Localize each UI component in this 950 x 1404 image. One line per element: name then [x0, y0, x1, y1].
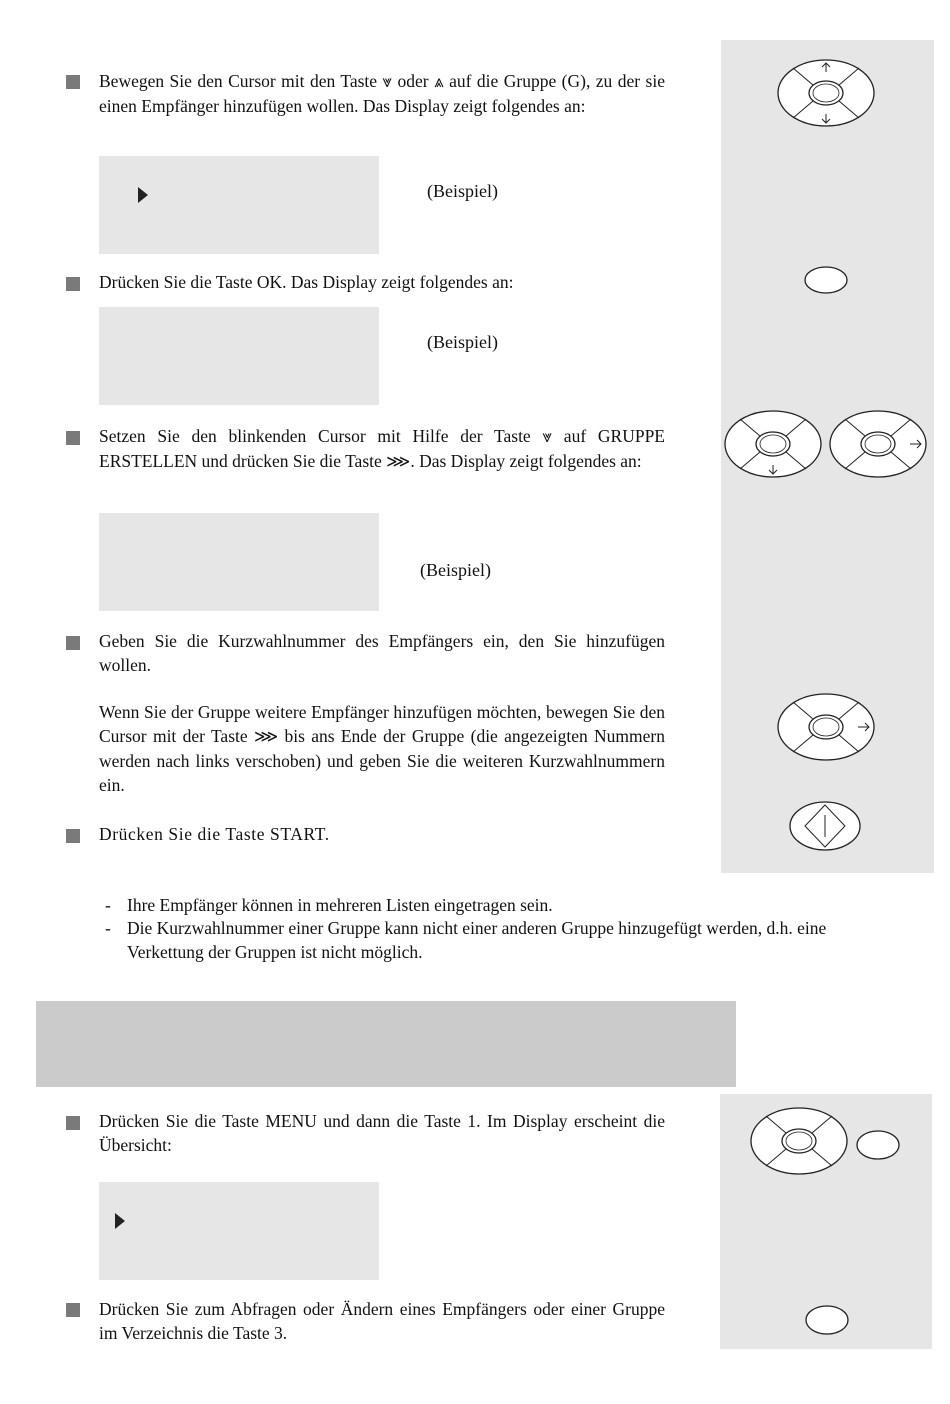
display-example: [99, 1182, 379, 1280]
step-text: Drücken Sie zum Abfragen oder Ändern eines Empfängers oder einer Gruppe im Verzeichnis die Taste 3.: [99, 1299, 665, 1343]
step-text-part: auf die Gruppe (G), zu der sie einen Empfänger hinzufügen wollen. Das Display zeigt folgendes an:: [99, 71, 665, 116]
cursor-arrow-icon: [115, 1213, 125, 1229]
step-bullet: [66, 1303, 80, 1317]
arrow-right-icon: ⋙: [386, 452, 411, 472]
note-text: Die Kurzwahlnummer einer Gruppe kann nicht einer anderen Gruppe hinzugefügt werden, d.h. eine Verkettung der Gruppen ist nicht möglich.: [127, 918, 827, 962]
arrow-down-icon: ⩔: [542, 427, 553, 447]
display-example: [99, 156, 379, 254]
number-key-icon: [855, 1129, 901, 1161]
step-text-part: . Das Display zeigt folgendes an:: [410, 451, 642, 471]
step-text-part: auf GRUPPE ERSTELLEN und drücken Sie die Taste: [99, 426, 666, 471]
step-text-part: Bewegen Sie den Cursor mit den Taste: [99, 71, 383, 91]
step-bullet: [66, 1116, 80, 1130]
display-example: [99, 513, 379, 611]
step-text-part: bis ans Ende der Gruppe (die angezeigten Nummern werden nach links verschoben) und geben Sie die weiteren Kurzwahlnummern ein.: [99, 726, 665, 795]
display-example: [99, 307, 379, 405]
example-label: (Beispiel): [427, 181, 498, 201]
number-key-icon: [804, 1304, 850, 1336]
note-text: Ihre Empfänger können in mehreren Listen eingetragen sein.: [127, 895, 553, 915]
step-text: [99, 424, 665, 474]
step-text: [99, 700, 665, 797]
step-text-part: oder: [392, 71, 435, 91]
step-text: Drücken Sie die Taste MENU und dann die Taste 1. Im Display erscheint die Übersicht:: [99, 1111, 665, 1155]
note-dash: -: [105, 918, 111, 938]
step-bullet: [66, 829, 80, 843]
cursor-arrow-icon: [138, 187, 148, 203]
step-bullet: [66, 75, 80, 89]
example-label: (Beispiel): [427, 332, 498, 352]
step-text: [99, 69, 665, 118]
navigation-pad-down-icon: [723, 409, 823, 479]
navigation-pad-right-icon: [776, 692, 876, 762]
navigation-pad-right-icon: [828, 409, 928, 479]
start-key-icon: [788, 800, 862, 852]
arrow-right-icon: ⋙: [253, 727, 279, 747]
arrow-up-icon: ⩓: [434, 72, 444, 92]
example-label: (Beispiel): [420, 560, 491, 580]
step-bullet: [66, 431, 80, 445]
step-text-part: Wenn Sie der Gruppe weitere Empfänger hinzufügen möchten, bewegen Sie den Cursor mit der Taste: [99, 702, 665, 746]
section-banner: [36, 1001, 736, 1087]
arrow-down-icon: ⩔: [382, 72, 393, 92]
note-item: [105, 916, 905, 964]
step-bullet: [66, 277, 80, 291]
navigation-pad-up-down-icon: [776, 58, 876, 128]
step-text: Drücken Sie die Taste START.: [99, 824, 330, 844]
note-dash: -: [105, 895, 111, 915]
step-text: Drücken Sie die Taste OK. Das Display zeigt folgendes an:: [99, 272, 514, 292]
ok-key-icon: [803, 265, 849, 295]
menu-key-icon: [749, 1106, 849, 1176]
step-bullet: [66, 636, 80, 650]
step-text-part: Setzen Sie den blinkenden Cursor mit Hilfe der Taste: [99, 426, 543, 446]
note-item: [105, 893, 905, 917]
step-text: Geben Sie die Kurzwahlnummer des Empfängers ein, den Sie hinzufügen wollen.: [99, 631, 665, 675]
